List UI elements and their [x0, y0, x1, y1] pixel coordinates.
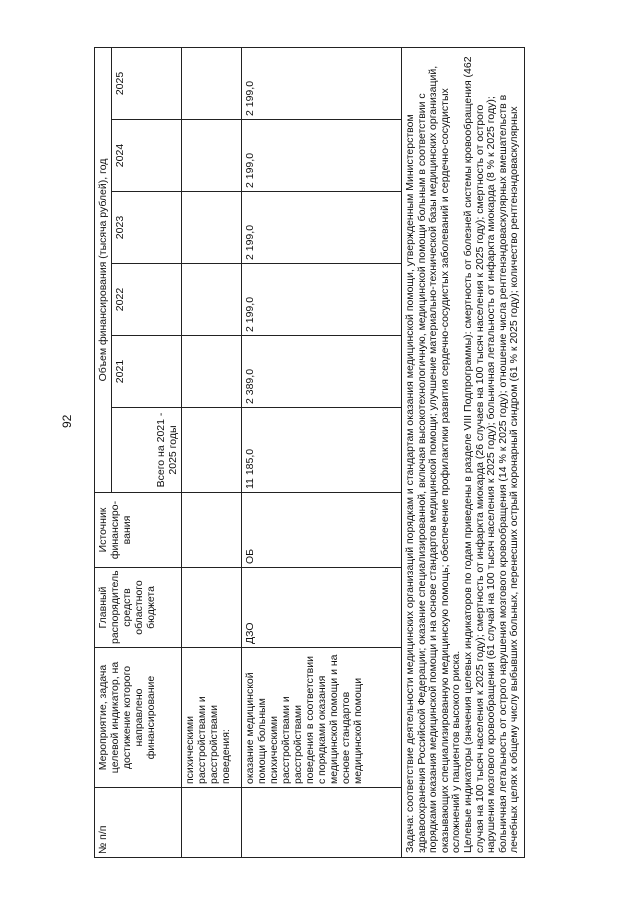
row-number: [182, 788, 242, 858]
row-value: [182, 192, 242, 264]
header-event: Мероприятие, задача целевой индикатор, на достижение которого направлено финансирование: [95, 648, 182, 788]
row-value: [182, 336, 242, 408]
row-admin: ДЗО: [242, 568, 402, 648]
page-number: 92: [60, 414, 74, 428]
row-value: 2 199,0: [242, 264, 402, 336]
row-value: 2 199,0: [242, 120, 402, 192]
row-value: 2 199,0: [242, 47, 402, 119]
header-year: 2025: [112, 47, 182, 119]
header-year: 2022: [112, 264, 182, 336]
header-total: Всего на 2021 - 2025 годы: [112, 408, 182, 493]
row-event: оказание медицинской помощи больным психическими расстройствами и расстройствами поведения в соответствии с порядками оказания медицинской помощи и на основе стандартов медицинской помощи: [242, 648, 402, 788]
task-cell: [402, 47, 525, 857]
row-number: [242, 788, 402, 858]
row-total: 11 185,0: [242, 408, 402, 493]
header-volume: Объем финансирования (тысяча рублей), год: [95, 47, 112, 492]
table-row: [182, 47, 242, 857]
row-source: ОБ: [242, 493, 402, 568]
financing-table: [94, 47, 525, 858]
row-value: [182, 47, 242, 119]
row-value: 2 199,0: [242, 192, 402, 264]
header-year: 2023: [112, 192, 182, 264]
row-total: [182, 408, 242, 493]
task-text: Задача: соответствие деятельности медицинских организаций порядкам и стандартам оказания медицинской помощи, утвержденным Министерством здравоохранения Российской Федерации; оказание специализированной, включая высокотехнологичную, медицинской помощи больным в соответствии с порядками оказания медицинской помощи и на основе стандартов медицинской помощи; улучшение материально-технической базы медицинских организаций, оказывающих специализированную медицинскую помощь; обеспечение профилактики развития сердечно-сосудистых заболеваний и сердечно-сосудистых осложнений у пациентов высокого риска.: [404, 65, 463, 853]
indicators-text: Целевые индикаторы (значения целевых индикаторов по годам приведены в разделе VIII Подпрограммы): смертность от болезней системы кровообращения (462 случая на 100 тысяч населения к 2025 году); смертность от инфаркта миокарда (26 случаев на 100 тысяч населения к 2025 году); смертность от острого нарушения мозгового кровообращения (61 случай на 100 тысяч населения к 2025 году); больничная летальность от инфаркта миокарда (8 % к 2025 году); больничная летальность от острого нарушения мозгового кровообращения (14 % к 2025 году); отношение числа рентгенэндоваскулярных вмешательств в лечебных целях к общему числу выбывших больных, перенесших острый коронарный синдром (61 % к 2025 году); количество рентгенэндоваскулярных: [461, 56, 521, 853]
row-value: 2 389,0: [242, 336, 402, 408]
header-year: 2024: [112, 120, 182, 192]
header-year: 2021: [112, 336, 182, 408]
row-event: психическими расстройствами и расстройствами поведения:: [182, 648, 242, 788]
row-source: [182, 493, 242, 568]
header-source: Источник финансиро-вания: [95, 493, 182, 568]
table-row: [242, 47, 402, 857]
row-admin: [182, 568, 242, 648]
row-value: [182, 120, 242, 192]
header-admin: Главный распорядитель средств областного бюджета: [95, 568, 182, 648]
financing-table-sheet: [94, 48, 609, 858]
row-value: [182, 264, 242, 336]
header-number: № п/п: [95, 788, 182, 858]
task-row: [402, 47, 525, 857]
